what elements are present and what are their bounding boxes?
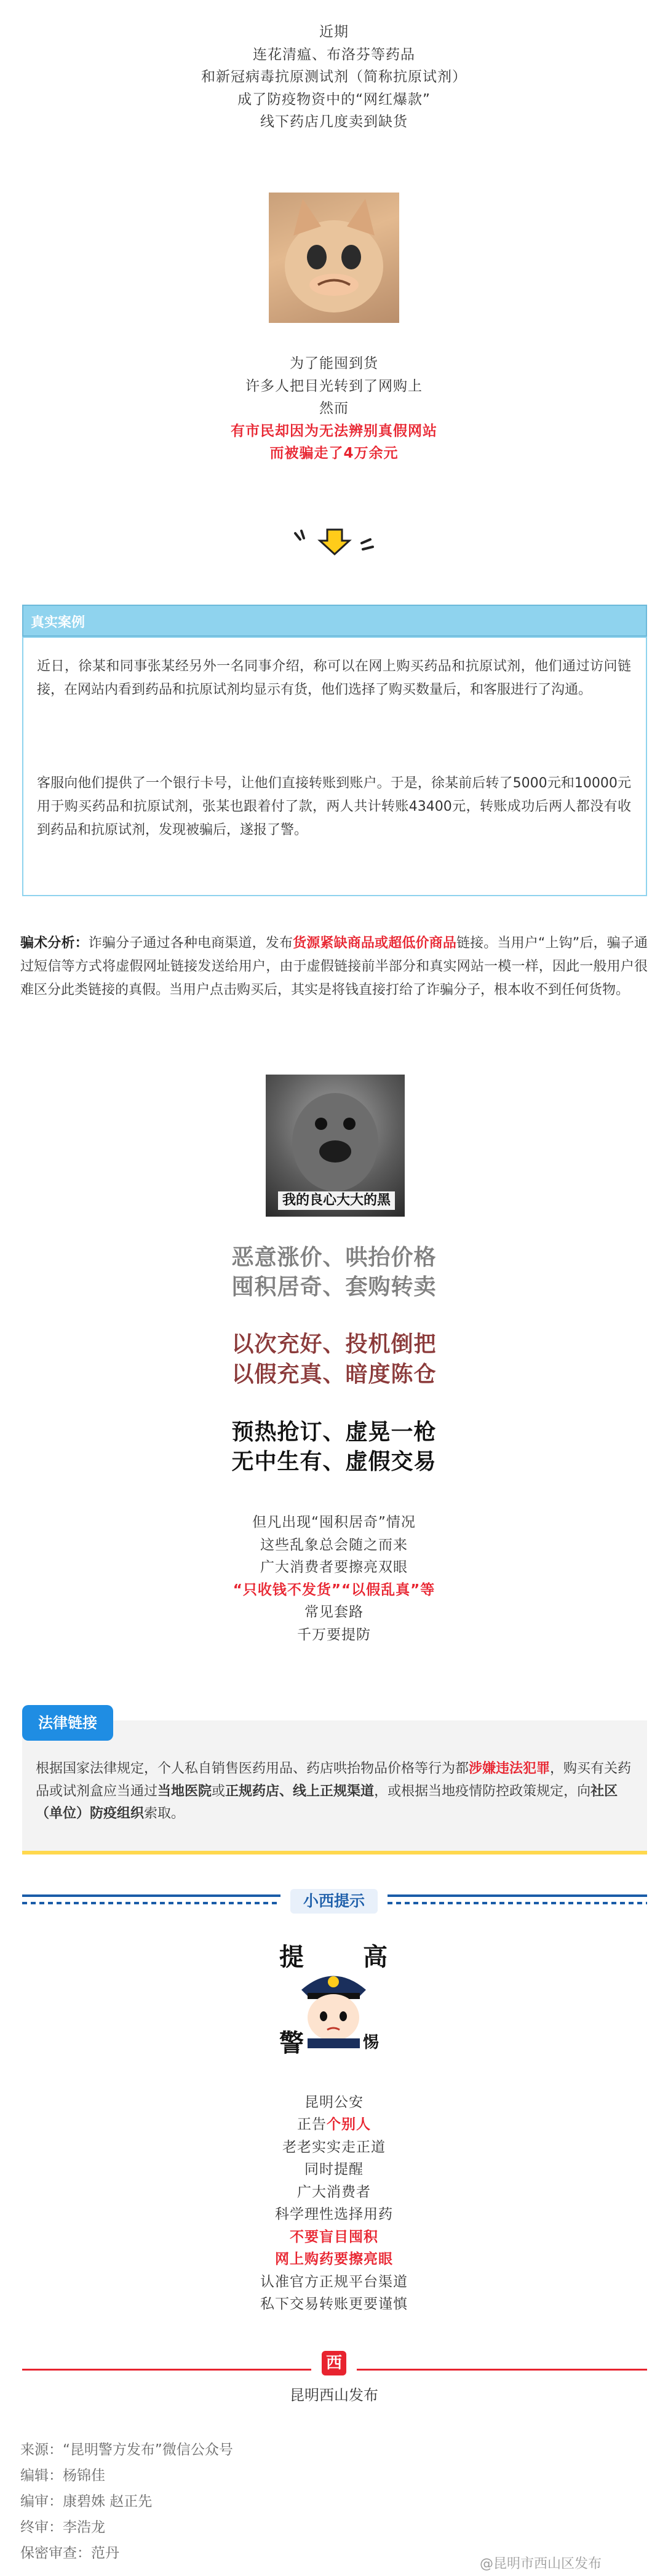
credit-secrecy: 保密审查：范丹: [20, 2545, 119, 2561]
law-divider: [22, 1851, 647, 1854]
law-text-2: ，购买有关药品或试剂盒应当通过: [36, 1761, 632, 1799]
real-case-header: [22, 605, 647, 637]
intro-line-1: 近期: [319, 24, 349, 40]
credit-reviewer: 编审：康碧姝 赵正先: [20, 2494, 153, 2510]
middle-line-2: 许多人把目光转到了网购上: [245, 378, 423, 394]
tips-line-8: 网上购药要擦亮眼: [275, 2251, 393, 2267]
slogan-2b: 以假充真、暗度陈仓: [231, 1362, 437, 1387]
middle-red-line-2: 而被骗走了4万余元: [269, 445, 399, 461]
analysis-text-2: 链接。当用户“上钩”后，骗子通过短信等方式将虚假网址链接发送给用户，由于虚假链接前半部分和真实网站一模一样，因此一般用户很难区分此类链接的真假。当用户点击购买后，其实是将钱直接打给了诈骗分子，根本收不到任何货物。: [20, 936, 648, 998]
law-text-5: 索取。: [144, 1806, 185, 1821]
law-bold-pharmacy: 正规药店、线上正规渠道: [225, 1783, 375, 1799]
tips-line-10: 私下交易转账更要谨慎: [260, 2296, 408, 2312]
analysis-label: 骗术分析：: [20, 936, 89, 951]
law-text-3: 或: [212, 1783, 226, 1799]
law-text-4: ，或根据当地疫情防控政策规定，向: [374, 1783, 591, 1799]
warning-line-2: 这些乱象总会随之而来: [260, 1537, 408, 1553]
warning-red-line: “只收钱不发货”“以假乱真”等: [233, 1582, 435, 1598]
intro-line-2: 连花清瘟、布洛芬等药品: [253, 47, 415, 63]
middle-line-3: 然而: [319, 400, 349, 416]
scam-analysis: [20, 932, 648, 1002]
tips-line-4: 同时提醒: [304, 2161, 364, 2177]
analysis-text-1: 诈骗分子通过各种电商渠道，发布: [88, 936, 293, 951]
credit-source: 来源：“昆明警方发布”微信公众号: [20, 2442, 233, 2458]
meme-image: [266, 1075, 405, 1217]
tips-dash-left: [22, 1902, 280, 1904]
tips-line-2-prefix: 正告: [297, 2117, 327, 2133]
tips-line-right: [388, 1894, 647, 1897]
worried-cat-image: [269, 193, 399, 323]
tips-char-3: 警: [279, 2029, 304, 2057]
law-text-1: 根据国家法律规定，个人私自销售医药用品、药店哄抬物品价格等行为都: [36, 1761, 469, 1776]
pointing-down-icon: [289, 526, 381, 557]
tips-line-left: [22, 1894, 280, 1897]
credit-final: 终审：李浩龙: [20, 2519, 105, 2535]
slogan-2a: 以次充好、投机倒把: [231, 1332, 437, 1357]
tips-line-7: 不要盲目囤积: [290, 2229, 378, 2245]
intro-line-5: 线下药店几度卖到缺货: [260, 114, 408, 130]
law-bold-community: 社区（单位）防疫组织: [36, 1783, 618, 1821]
tips-line-2-highlight: 个别人: [327, 2117, 371, 2133]
meme-caption: 我的良心大大的黑: [278, 1191, 395, 1210]
footer-line-right: [357, 2369, 647, 2371]
intro-line-3: 和新冠病毒抗原测试剂（简称抗原试剂）: [201, 69, 467, 85]
footer-name: 昆明西山发布: [290, 2387, 378, 2404]
footer-logo: 西: [322, 2351, 346, 2375]
tips-line-5: 广大消费者: [297, 2184, 371, 2200]
police-icon: [295, 1962, 372, 2048]
footer-line-left: [22, 2369, 311, 2371]
warning-line-1: 但凡出现“囤积居奇”情况: [252, 1514, 416, 1530]
law-text: [36, 1758, 635, 1826]
middle-line-1: 为了能囤到货: [290, 356, 378, 372]
credit-editor: 编辑：杨锦佳: [20, 2468, 105, 2484]
real-case-paragraph-1: 近日，徐某和同事张某经另外一名同事介绍，称可以在网上购买药品和抗原试剂，他们通过访问链接，在网站内看到药品和抗原试剂均显示有货，他们选择了购买数量后，和客服进行了沟通。: [37, 659, 631, 698]
tips-tag: 小西提示: [290, 1889, 378, 1914]
warning-line-3: 广大消费者要擦亮双眼: [260, 1559, 408, 1575]
tips-char-4: 惕: [363, 2033, 380, 2052]
real-case-box: [22, 637, 647, 896]
tips-line-2: [0, 2113, 668, 2136]
tips-line-9: 认准官方正规平台渠道: [260, 2274, 408, 2290]
tips-line-1: 昆明公安: [304, 2094, 364, 2110]
law-tab: 法律链接: [22, 1705, 113, 1741]
slogan-1b: 囤积居奇、套购转卖: [231, 1274, 437, 1300]
police-illustration: [271, 1938, 397, 2064]
slogan-3b: 无中生有、虚假交易: [231, 1449, 437, 1474]
tips-char-1: 提: [279, 1943, 304, 1971]
tips-line-6: 科学理性选择用药: [275, 2206, 393, 2222]
real-case-title: 真实案例: [31, 615, 85, 630]
intro-line-4: 成了防疫物资中的“网红爆款”: [237, 92, 431, 108]
slogan-3a: 预热抢订、虚晃一枪: [231, 1420, 437, 1445]
slogan-1a: 恶意涨价、哄抬价格: [231, 1245, 437, 1270]
analysis-highlight: 货源紧缺商品或超低价商品: [293, 936, 456, 951]
law-highlight-crime: 涉嫌违法犯罪: [469, 1761, 551, 1776]
warning-line-5: 千万要提防: [297, 1627, 371, 1643]
tips-line-3: 老老实实走正道: [282, 2139, 386, 2155]
tips-char-2: 高: [363, 1943, 388, 1971]
warning-line-4: 常见套路: [304, 1604, 364, 1620]
law-bold-hospital: 当地医院: [157, 1783, 212, 1799]
tips-dash-right: [388, 1902, 647, 1904]
real-case-paragraph-2: 客服向他们提供了一个银行卡号，让他们直接转账到账户。于是，徐某前后转了5000元和10000元用于购买药品和抗原试剂，张某也跟着付了款，两人共计转账43400元，转账成功后两人都没有收到药品和抗原试剂，发现被骗后，遂报了警。: [37, 776, 631, 838]
watermark: @昆明市西山区发布: [480, 2556, 602, 2572]
middle-red-line-1: 有市民却因为无法辨别真假网站: [231, 423, 437, 439]
